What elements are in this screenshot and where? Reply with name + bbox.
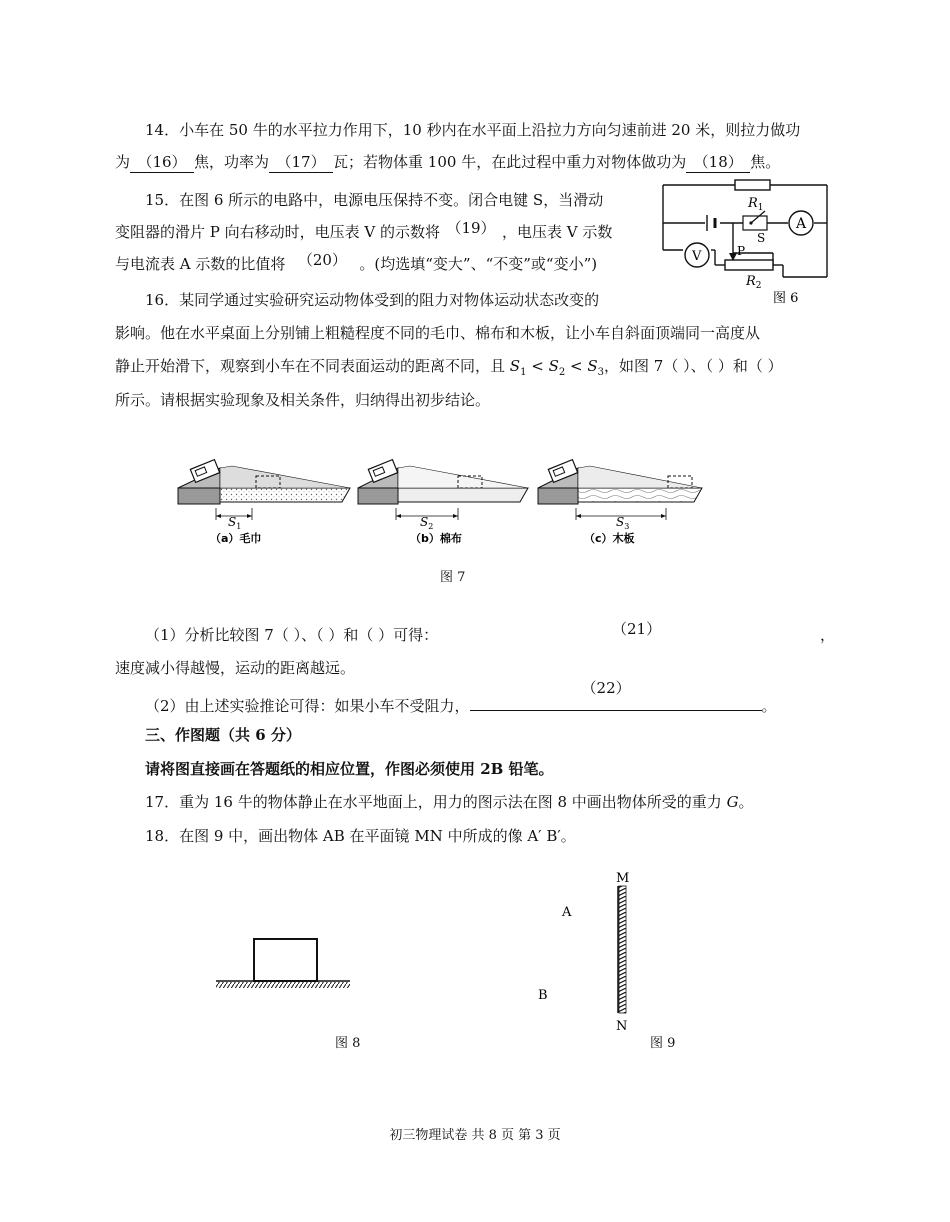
- label-b: （b）棉布: [410, 532, 462, 545]
- q17-end: 。: [738, 793, 754, 811]
- q16-line4: 所示。请根据实验现象及相关条件，归纳得出初步结论。: [115, 391, 491, 409]
- blank-21: （21）: [612, 620, 662, 638]
- label-n: N: [616, 1019, 628, 1034]
- q14-text-a: 为: [115, 153, 131, 171]
- q16-line1: 16．某同学通过实验研究运动物体受到的阻力对物体运动状态改变的: [145, 291, 600, 309]
- ground-hatch: [216, 982, 350, 988]
- q18-line: 18．在图 9 中，画出物体 AB 在平面镜 MN 中所成的像 A′ B′。: [145, 827, 576, 845]
- q15-line2: [115, 219, 613, 242]
- q15-text-c: 与电流表 A 示数的比值将: [115, 255, 286, 273]
- blank-16: （16）: [130, 152, 194, 173]
- g-symbol: G: [726, 793, 739, 811]
- sub1-comma: ，: [820, 626, 836, 644]
- q14-text-c: 瓦；若物体重 100 牛，在此过程中重力对物体做功为: [333, 153, 687, 171]
- resistor-top: [735, 180, 770, 190]
- label-c: （c）木板: [584, 532, 635, 545]
- s3-symbol: $S_3$: [587, 357, 605, 378]
- s1-label: $S_1$: [228, 515, 242, 531]
- s2-symbol: $S_2$: [548, 357, 566, 378]
- sub2-line: [145, 679, 777, 716]
- resistor-r1: [743, 216, 767, 230]
- section-3-instruction: 请将图直接画在答题纸的相应位置，作图必须使用 2B 铅笔。: [145, 760, 554, 778]
- q17-line: [145, 792, 754, 812]
- q16-text-a: 静止开始滑下，观察到小车在不同表面运动的距离不同，且: [115, 357, 510, 375]
- q14-text-d: 焦。: [750, 153, 781, 171]
- s2-label: $S_2$: [420, 515, 434, 531]
- sub2-end: 。: [761, 697, 777, 715]
- q15-line1: 15．在图 6 所示的电路中，电源电压保持不变。闭合电键 S，当滑动: [145, 191, 604, 209]
- ammeter-label: A: [796, 216, 807, 232]
- blank-22-line: [470, 679, 762, 711]
- s1-symbol: $S_1$: [509, 357, 527, 378]
- less-than-2: <: [570, 357, 583, 375]
- figure-7-caption: 图 7: [440, 570, 466, 585]
- block-object: [254, 939, 317, 981]
- point-a: A: [562, 905, 572, 920]
- q15-text-d: 。(均选填“变大”、“不变”或“变小”): [359, 255, 598, 273]
- ramp-c: [538, 460, 702, 520]
- q15-text-a: 变阻器的滑片 P 向右移动时，电压表 V 的示数将: [115, 223, 440, 241]
- q17-text: 17．重为 16 牛的物体静止在水平地面上，用力的图示法在图 8 中画出物体所受的重力: [145, 793, 727, 811]
- mirror-hatch: [619, 886, 626, 1013]
- q15-text-b: ，电压表 V 示数: [502, 223, 613, 241]
- blank-22: （22）: [581, 679, 631, 697]
- switch-label: S: [757, 231, 766, 245]
- q16-text-b: ，如图 7（ ）、（ ）和（ ）: [604, 357, 783, 375]
- blank-19: （19）: [446, 219, 496, 237]
- q16-line2: 影响。他在水平桌面上分别铺上粗糙程度不同的毛巾、棉布和木板，让小车自斜面顶端同一高度从: [115, 324, 761, 342]
- voltmeter-label: V: [692, 249, 702, 264]
- q16-line3: [115, 356, 783, 383]
- figure-6-circuit: [655, 175, 845, 310]
- point-b: B: [538, 988, 548, 1003]
- q14-line1: 14．小车在 50 牛的水平拉力作用下，10 秒内在水平面上沿拉力方向匀速前进 20 米，则拉力做功: [145, 121, 801, 139]
- figure-8-block: [210, 930, 355, 995]
- s3-label: $S_3$: [616, 515, 630, 531]
- ramp-a: [178, 460, 350, 520]
- blank-17: （17）: [269, 152, 333, 173]
- blank-18: （18）: [686, 152, 750, 173]
- blank-20: （20）: [297, 251, 347, 269]
- battery-icon: [707, 215, 715, 231]
- figure-8-caption: 图 8: [335, 1036, 361, 1051]
- q15-line3: [115, 251, 598, 274]
- ramp-b: [358, 460, 528, 520]
- q14-line2: [115, 152, 780, 173]
- figure-6-caption: 图 6: [773, 291, 799, 306]
- figure-9-mirror: [530, 868, 650, 1038]
- page-footer: 初三物理试卷 共 8 页 第 3 页: [389, 1128, 561, 1143]
- r2-label: $R_2$: [746, 274, 762, 291]
- figure-9-caption: 图 9: [650, 1036, 676, 1051]
- slider-label: P: [737, 244, 746, 258]
- r1-label: $R_1$: [748, 196, 764, 213]
- label-m: M: [616, 871, 630, 886]
- figure-7-ramps: [170, 458, 710, 553]
- rheostat-r2: [725, 260, 773, 270]
- q14-text-b: 焦，功率为: [194, 153, 270, 171]
- section-3-title: 三、作图题（共 6 分）: [145, 726, 301, 744]
- label-a: （a）毛巾: [210, 532, 262, 545]
- sub2-text: （2）由上述实验推论可得：如果小车不受阻力，: [145, 697, 470, 715]
- sub1-line1: （1）分析比较图 7（ ）、（ ）和（ ）可得：: [145, 626, 439, 644]
- less-than-1: <: [531, 357, 544, 375]
- sub1-line2: 速度减小得越慢，运动的距离越远。: [115, 659, 356, 677]
